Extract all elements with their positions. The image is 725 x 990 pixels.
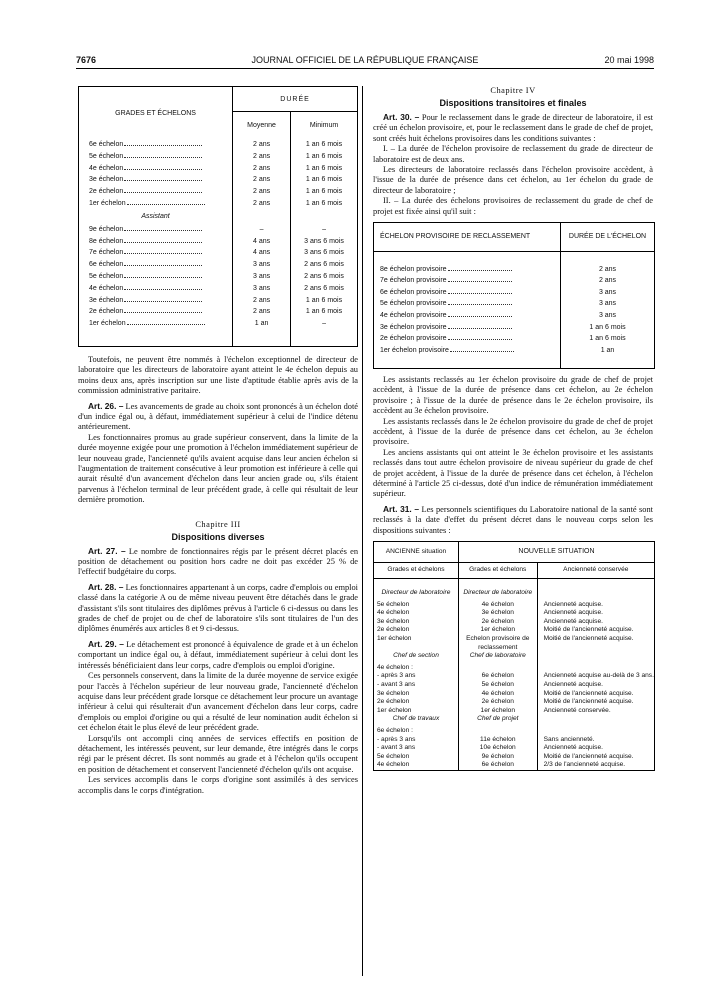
old-grade-cell: 4e échelon: [374, 609, 459, 618]
moyenne-cell: 3 ans: [233, 259, 291, 271]
art31-text: Les personnels scientifiques du Laboratoire national de la santé sont reclassés à la date d'effet du présent décret dans le nouveau corps selon les dispositions suivantes :: [373, 504, 653, 535]
t3-header-grades-1: Grades et échelons: [374, 563, 459, 579]
table-row: [374, 681, 655, 690]
art28-label: Art. 28. –: [88, 581, 124, 592]
art29-label: Art. 29. –: [88, 638, 124, 649]
issue-date: 20 mai 1998: [604, 55, 654, 65]
table-row: [79, 295, 358, 307]
moyenne-cell: 3 ans: [233, 283, 291, 295]
table-row: [79, 186, 358, 198]
reclassement-table: [373, 541, 655, 771]
table-row: [374, 753, 655, 762]
grade-cell: [79, 151, 233, 163]
minimum-cell: 1 an 6 mois: [305, 176, 343, 184]
grade-cell: [79, 306, 233, 318]
table-row: [79, 271, 358, 283]
table-row: [79, 163, 358, 175]
table-row: [374, 589, 655, 601]
old-grade-cell: Chef de travaux: [374, 715, 459, 727]
table-row: [79, 139, 358, 151]
table-row: [374, 345, 655, 357]
minimum-cell: 2 ans 6 mois: [304, 284, 344, 292]
minimum-cell: 3 ans 6 mois: [304, 249, 344, 257]
old-grade-cell: 4e échelon: [374, 761, 459, 770]
grade-cell: [79, 163, 233, 175]
leader-dots: [448, 311, 512, 317]
table-row: [374, 672, 655, 681]
grade-label: 1er échelon: [89, 320, 126, 328]
t2-header-duree: DURÉE DE L'ÉCHELON: [561, 223, 655, 252]
table-row: [374, 690, 655, 699]
table2-body: [374, 264, 655, 369]
grade-cell: [79, 139, 233, 151]
leader-dots: [124, 225, 202, 231]
new-grade-cell: 10e échelon: [458, 744, 537, 753]
anciennete-cell: Moitié de l'ancienneté acquise.: [543, 752, 634, 760]
new-grade-cell: 11e échelon: [458, 736, 537, 745]
t2-header-echelon: ÉCHELON PROVISOIRE DE RECLASSEMENT: [374, 223, 561, 252]
grade-label: 4e échelon: [89, 164, 124, 172]
old-grade-cell: 2e échelon: [374, 626, 459, 635]
anciennete-cell: Ancienneté acquise.: [543, 744, 603, 752]
grade-cell: [79, 283, 233, 295]
duree-cell: 1 an 6 mois: [589, 323, 626, 331]
grade-cell: [79, 259, 233, 271]
art30-label: Art. 30. –: [383, 112, 420, 122]
old-grade-cell: - avant 3 ans: [374, 681, 459, 690]
new-grade-cell: 1er échelon: [458, 626, 537, 635]
old-grade-cell: - après 3 ans: [374, 736, 459, 745]
minimum-cell: 1 an 6 mois: [305, 141, 343, 148]
anciennete-cell: Sans ancienneté.: [543, 735, 595, 743]
art27-text: Le nombre de fonctionnaires régis par le présent décret placés en position de détachement ou position hors cadre ne doit pas excéder 25 % de l'effectif budgétaire du corps.: [78, 546, 359, 577]
echelon-label: 1er échelon provisoire: [380, 346, 449, 354]
grade-label: 1er échelon: [89, 199, 126, 207]
old-grade-cell: - après 3 ans: [374, 672, 459, 681]
moyenne-cell: 2 ans: [233, 163, 291, 175]
table-row: [374, 652, 655, 664]
art26-text: Les avancements de grade au choix sont prononcés à un échelon doté d'un indice égal ou, à défaut, immédiatement supérieur à celui de l'indice détenu antérieurement.: [78, 401, 358, 432]
table-row: [374, 635, 655, 652]
moyenne-cell: 2 ans: [233, 139, 291, 151]
leader-dots: [450, 346, 514, 352]
leader-dots: [124, 175, 202, 181]
echelon-cell: [374, 345, 561, 357]
leader-dots: [124, 260, 202, 266]
leader-dots: [448, 299, 512, 305]
moyenne-cell: 2 ans: [233, 151, 291, 163]
old-grade-cell: 6e échelon :: [374, 727, 459, 736]
paragraph-services-accomplis: Les services accomplis dans le corps d'origine sont assimilés à des services accomplis dans le corps d'intégration.: [78, 775, 358, 795]
echelon-cell: [374, 298, 561, 310]
table-row: [79, 247, 358, 259]
anciennete-cell: Ancienneté acquise.: [543, 617, 603, 625]
grade-label: 5e échelon: [89, 152, 124, 160]
art27-label: Art. 27. –: [88, 545, 126, 556]
left-column: [78, 86, 358, 796]
leader-dots: [448, 334, 512, 340]
chapter-4-title: Chapitre IV: [490, 86, 536, 95]
duree-cell: 2 ans: [598, 265, 617, 273]
echelon-label: 4e échelon provisoire: [380, 312, 447, 320]
leader-dots: [448, 288, 512, 294]
grade-cell: [79, 198, 233, 210]
paragraph-anciens-assistants: Les anciens assistants qui ont atteint le 3e échelon provisoire et les assistants reclassés dans tout autre échelon provisoire de niveau supérieur du grade de chef de projet accèdent, à l'issue de la durée de présence dans cet échelon, à l'échelon déterminé à l'article 25 ci-dessus, doté d'un indice de rémunération immédiatement supérieur.: [373, 447, 653, 499]
t3-header-ancienne: ANCIENNE situation: [374, 542, 459, 563]
table-row: [374, 744, 655, 753]
grade-label: 3e échelon: [89, 296, 124, 304]
echelon-label: 7e échelon provisoire: [380, 277, 447, 285]
col-minimum-header: Minimum: [309, 122, 339, 130]
grade-label: 3e échelon: [89, 176, 124, 184]
grade-label: 7e échelon: [89, 249, 124, 257]
new-grade-cell: 4e échelon: [458, 601, 537, 610]
paragraph-II: II. – La durée des échelons provisoires de reclassement du grade de chef de projet est fixée ainsi qu'il suit :: [373, 196, 653, 216]
anciennete-cell: Ancienneté acquise au-delà de 3 ans.: [543, 672, 654, 680]
minimum-cell: 3 ans 6 mois: [304, 237, 344, 245]
old-grade-cell: 4e échelon :: [374, 664, 459, 673]
grade-cell: [79, 174, 233, 186]
table-row: [79, 318, 358, 330]
moyenne-cell: 4 ans: [233, 236, 291, 248]
art31-label: Art. 31. –: [383, 503, 420, 514]
leader-dots: [448, 323, 512, 329]
table3-body: [374, 589, 655, 770]
echelon-label: 5e échelon provisoire: [380, 300, 447, 308]
t3-header-anciennete: Ancienneté conservée: [537, 563, 654, 579]
table-row: [374, 761, 655, 770]
duree-cell: 1 an: [600, 346, 615, 354]
old-grade-cell: Chef de section: [374, 652, 459, 664]
anciennete-cell: [537, 727, 654, 736]
grade-cell: [79, 224, 233, 236]
spacer-cell: [561, 356, 655, 368]
grade-label: 5e échelon: [89, 272, 124, 280]
old-grade-cell: 3e échelon: [374, 690, 459, 699]
grade-label: 2e échelon: [89, 308, 124, 316]
minimum-cell: 1 an 6 mois: [305, 308, 343, 316]
new-grade-cell: 1er échelon: [458, 707, 537, 716]
paragraph-promus: Les fonctionnaires promus au grade supérieur conservent, dans la limite de la durée moyenne exigée pour une promotion à l'échelon immédiatement supérieur de leur nouveau grade, l'ancienneté qu'ils avaient acquise dans leur ancien échelon si l'augmentation de traitement consécutive à leur promotion est inférieure à celle qui aurait résulté d'un avancement d'échelon dans leur ancien grade ou, s'ils étaient parvenus à l'échelon terminal de leur précédent grade, à celle qui résultait de leur dernière promotion.: [78, 432, 358, 505]
anciennete-cell: Moitié de l'ancienneté acquise.: [543, 698, 634, 706]
echelon-label: 2e échelon provisoire: [380, 335, 447, 343]
new-grade-cell: 5e échelon: [458, 681, 537, 690]
leader-dots: [448, 265, 512, 271]
section-dispositions-diverses: Dispositions diverses: [171, 531, 265, 542]
echelon-label: 3e échelon provisoire: [380, 323, 447, 331]
old-grade-cell: 1er échelon: [374, 707, 459, 716]
leader-dots: [124, 296, 202, 302]
duree-cell: 3 ans: [598, 300, 617, 308]
table-row: [374, 727, 655, 736]
paragraph-I-directeurs: Les directeurs de laboratoire reclassés dans l'échelon provisoire accèdent, à l'issue de la durée de présence dans cet échelon, au 1er échelon du grade de directeur de laboratoire ;: [373, 165, 653, 195]
table-row: [374, 322, 655, 334]
moyenne-cell: 3 ans: [233, 271, 291, 283]
grade-label: 6e échelon: [89, 141, 124, 148]
paragraph-toutefois: Toutefois, ne peuvent être nommés à l'échelon exceptionnel de directeur de laboratoire que les directeurs de laboratoire ayant atteint le 4e échelon depuis au moins deux ans, après inscription sur une liste d'aptitude établie après avis de la commission administrative paritaire.: [78, 354, 358, 396]
leader-dots: [124, 307, 202, 313]
leader-dots: [124, 248, 202, 254]
table-row: [79, 198, 358, 210]
moyenne-cell: 1 an: [233, 318, 291, 330]
paragraph-assistants-1er: Les assistants reclassés au 1er échelon provisoire du grade de chef de projet accèdent, à l'issue de la durée de présence dans cet échelon, au 2e échelon provisoire ; à l'issue de la durée de présence dans le 2e échelon provisoire, ils accèdent au 3e échelon provisoire.: [373, 375, 653, 416]
anciennete-cell: Ancienneté acquise.: [543, 609, 603, 617]
grade-label: 8e échelon: [89, 237, 124, 245]
table-row: [79, 224, 358, 236]
minimum-cell: 1 an 6 mois: [305, 199, 343, 207]
table-row: [374, 356, 655, 368]
grade-duration-table: [78, 86, 358, 347]
table-row: [374, 698, 655, 707]
echelon-cell: [374, 287, 561, 299]
provisional-echelon-table: [373, 222, 655, 369]
old-grade-cell: 2e échelon: [374, 698, 459, 707]
grade-cell: [79, 295, 233, 307]
table-row: [79, 283, 358, 295]
table-row: [374, 264, 655, 276]
new-grade-cell: 2e échelon: [458, 698, 537, 707]
table-row: [374, 609, 655, 618]
minimum-cell: 1 an 6 mois: [305, 152, 343, 160]
new-grade-cell: Directeur de laboratoire: [458, 589, 537, 601]
table-row: [79, 236, 358, 248]
minimum-cell: 2 ans 6 mois: [304, 261, 344, 269]
duree-cell: 3 ans: [598, 312, 617, 320]
new-grade-cell: 9e échelon: [458, 753, 537, 762]
leader-dots: [124, 284, 202, 290]
spacer-cell: [374, 356, 561, 368]
minimum-cell: –: [322, 320, 326, 328]
paragraph-cinq-annees: Lorsqu'ils ont accompli cinq années de services effectifs en position de détachement, les intéressés peuvent, sur leur demande, être intégrés dans le corps régi par le présent décret. Ils sont nommés au grade et à l'échelon qu'ils occupent en position de détachement et conservent l'ancienneté d'échelon qu'ils ont acquise.: [78, 733, 358, 774]
grade-label: 2e échelon: [89, 188, 124, 196]
minimum-cell: 2 ans 6 mois: [304, 272, 344, 280]
table1-body-b: [79, 224, 358, 330]
echelon-label: 8e échelon provisoire: [380, 265, 447, 273]
grade-cell: [79, 318, 233, 330]
leader-dots: [124, 187, 202, 193]
moyenne-cell: 2 ans: [233, 186, 291, 198]
table-row: [374, 298, 655, 310]
table-row: [374, 333, 655, 345]
new-grade-cell: Echelon provisoire de reclassement: [458, 635, 537, 652]
table-row: [374, 736, 655, 745]
duree-cell: 1 an 6 mois: [589, 335, 626, 343]
table-row: [374, 601, 655, 610]
minimum-cell: 1 an 6 mois: [305, 164, 343, 172]
grade-cell: [79, 271, 233, 283]
leader-dots: [127, 199, 205, 205]
new-grade-cell: [458, 664, 537, 673]
table1-body-a: [79, 139, 358, 210]
anciennete-cell: [537, 589, 654, 601]
moyenne-cell: 2 ans: [233, 295, 291, 307]
minimum-cell: –: [322, 225, 326, 233]
grade-label: 4e échelon: [89, 284, 124, 292]
anciennete-cell: [537, 715, 654, 727]
leader-dots: [127, 319, 205, 325]
leader-dots: [124, 152, 202, 158]
moyenne-cell: –: [233, 224, 291, 236]
moyenne-cell: 2 ans: [233, 306, 291, 318]
new-grade-cell: 2e échelon: [458, 618, 537, 627]
anciennete-cell: [537, 664, 654, 673]
table-row: [374, 626, 655, 635]
leader-dots: [124, 140, 202, 146]
table-row: [79, 306, 358, 318]
art29-text: Le détachement est prononcé à équivalence de grade et à un échelon comportant un indice égal ou, à défaut, immédiatement supérieur à celui dont les intéressés bénéficiaient dans leur corps, cadre d'emplois ou emploi d'origine.: [78, 639, 358, 670]
old-grade-cell: 1er échelon: [374, 635, 459, 652]
grade-label: 6e échelon: [89, 261, 124, 269]
table-row: [79, 259, 358, 271]
echelon-label: 6e échelon provisoire: [380, 288, 447, 296]
duree-cell: 3 ans: [598, 288, 617, 296]
grade-label: 9e échelon: [89, 225, 124, 233]
section-dispositions-transitoires: Dispositions transitoires et finales: [439, 98, 587, 108]
moyenne-cell: 2 ans: [233, 198, 291, 210]
table-row: [374, 310, 655, 322]
anciennete-cell: Ancienneté acquise.: [543, 681, 603, 689]
t3-header-grades-2: Grades et échelons: [458, 563, 537, 579]
echelon-cell: [374, 333, 561, 345]
leader-dots: [448, 276, 512, 282]
col-moyenne-header: Moyenne: [233, 112, 291, 139]
new-grade-cell: 4e échelon: [458, 690, 537, 699]
anciennete-cell: Ancienneté conservée.: [543, 706, 611, 714]
new-grade-cell: 6e échelon: [458, 761, 537, 770]
anciennete-cell: Moitié de l'ancienneté acquise.: [543, 635, 634, 643]
echelon-cell: [374, 275, 561, 287]
art30-text: Pour le reclassement dans le grade de directeur de laboratoire, il est créé un échelon provisoire, et, pour le reclassement dans le grade de chef de projet, sont créés huit échelons provisoires dans les conditions suivantes :: [373, 113, 654, 143]
minimum-cell: 1 an 6 mois: [305, 188, 343, 196]
assistant-subtitle: Assistant: [79, 210, 233, 224]
new-grade-cell: 3e échelon: [458, 609, 537, 618]
old-grade-cell: Directeur de laboratoire: [374, 589, 459, 601]
table-row: [79, 174, 358, 186]
old-grade-cell: 3e échelon: [374, 618, 459, 627]
echelon-cell: [374, 322, 561, 334]
anciennete-cell: Moitié de l'ancienneté acquise.: [543, 626, 634, 634]
page-number: 7676: [76, 55, 97, 65]
chapter-3-title: Chapitre III: [195, 519, 241, 529]
old-grade-cell: - avant 3 ans: [374, 744, 459, 753]
moyenne-cell: 2 ans: [233, 174, 291, 186]
table-row: [374, 287, 655, 299]
table-row: [374, 618, 655, 627]
moyenne-cell: 4 ans: [233, 247, 291, 259]
new-grade-cell: Chef de projet: [458, 715, 537, 727]
grade-cell: [79, 247, 233, 259]
old-grade-cell: 5e échelon: [374, 601, 459, 610]
new-grade-cell: [458, 727, 537, 736]
new-grade-cell: Chef de laboratoire: [458, 652, 537, 664]
anciennete-cell: [537, 652, 654, 664]
paragraph-ces-personnels: Ces personnels conservent, dans la limite de la durée moyenne de service exigée pour l'accès à l'échelon supérieur de leur nouveau grade, l'ancienneté d'échelon acquise dans leur précédent grade lorsque ce détachement leur procure un avantage inférieur à celui qui résulterait d'un avancement d'échelon dans leur corps, cadre d'emplois ou emploi d'origine ou qui a résulté de leur nomination audit échelon si cet échelon était le plus élevé de leur précédent grade.: [78, 671, 358, 733]
grade-cell: [79, 186, 233, 198]
paragraph-assistants-2e: Les assistants reclassés dans le 2e échelon provisoire du grade de chef de projet accèdent, à l'issue de la durée de présence dans cet échelon, au 3e échelon provisoire.: [373, 416, 653, 447]
minimum-cell: 1 an 6 mois: [305, 296, 343, 304]
paragraph-I: I. – La durée de l'échelon provisoire de reclassement du grade de directeur de laboratoire est de deux ans.: [373, 144, 653, 164]
echelon-cell: [374, 264, 561, 276]
column-divider: [362, 86, 363, 976]
page-header: [76, 55, 654, 69]
table-row: [374, 715, 655, 727]
table-row: [79, 151, 358, 163]
table-row: [374, 707, 655, 716]
table-row: [374, 664, 655, 673]
echelon-cell: [374, 310, 561, 322]
leader-dots: [124, 272, 202, 278]
anciennete-cell: Moitié de l'ancienneté acquise.: [543, 689, 634, 697]
old-grade-cell: 5e échelon: [374, 753, 459, 762]
header-rule: [76, 68, 654, 69]
right-column: [373, 86, 653, 771]
leader-dots: [124, 164, 202, 170]
art28-text: Les fonctionnaires appartenant à un corps, cadre d'emplois ou emploi classé dans la catégorie A ou de même niveau peuvent être détachés dans le grade d'assistant s'ils sont titulaires des diplômes prévus à l'article 6 ci-dessus ou dans les grades de chef de projet ou de chef de laboratoire s'ils sont titulaires de l'un des diplômes énumérés aux articles 8 et 9 ci-dessus.: [78, 582, 358, 634]
anciennete-cell: Ancienneté acquise.: [543, 600, 603, 608]
col-grades-header: GRADES ET ÉCHELONS: [79, 87, 233, 140]
art26-label: Art. 26. –: [88, 400, 124, 411]
journal-title: JOURNAL OFFICIEL DE LA RÉPUBLIQUE FRANÇAISE: [251, 55, 479, 65]
duree-cell: 2 ans: [598, 277, 617, 285]
new-grade-cell: 6e échelon: [458, 672, 537, 681]
col-duree-header: DURÉE: [233, 87, 358, 112]
t3-header-nouvelle: NOUVELLE SITUATION: [458, 542, 654, 563]
leader-dots: [124, 237, 202, 243]
anciennete-cell: 2/3 de l'ancienneté acquise.: [543, 761, 626, 769]
grade-cell: [79, 236, 233, 248]
table-row: [374, 275, 655, 287]
